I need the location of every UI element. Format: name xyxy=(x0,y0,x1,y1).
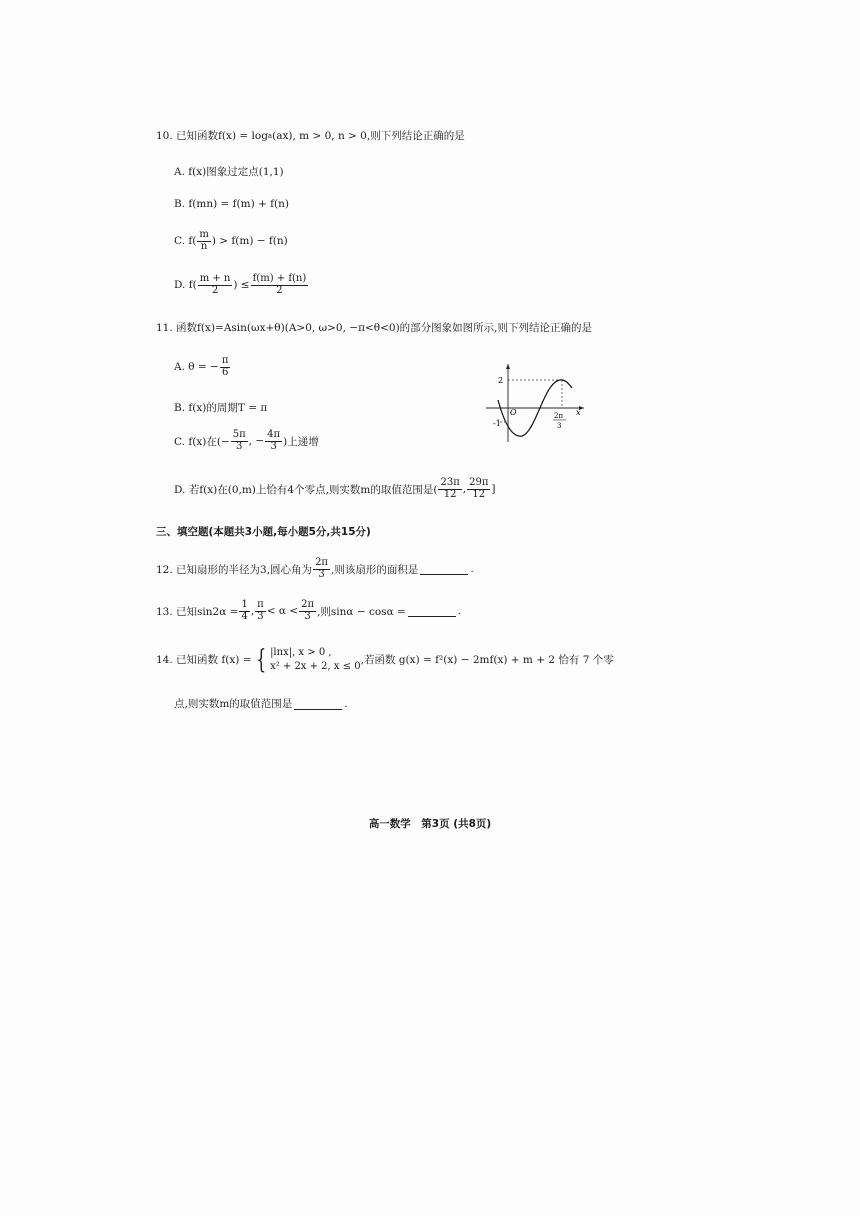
fraction-denominator: 2 xyxy=(276,284,283,296)
q11-option-d xyxy=(174,478,496,500)
section-3-text: 三、填空题(本题共3小题,每小题5分,共15分) xyxy=(156,526,371,538)
q10-option-c-post: ) > f(m) − f(n) xyxy=(211,235,288,247)
q14-case-2: x² + 2x + 2, x ≤ 0 xyxy=(270,660,361,672)
q10-stem-sub: a xyxy=(267,131,273,140)
q12 xyxy=(156,558,474,580)
fraction-denominator: 3 xyxy=(236,440,243,452)
q13-mid1: , xyxy=(250,605,255,617)
q10-option-d-mid: ) ≤ xyxy=(233,279,250,291)
fraction-numerator: 1 xyxy=(241,599,248,610)
q11-option-c-fraction-2 xyxy=(265,430,282,452)
q11-option-a-pre: A. θ = − xyxy=(174,361,219,373)
fraction-denominator: 2 xyxy=(211,284,219,296)
x-axis-label: x xyxy=(576,408,581,417)
q13-pre: 13. 已知sin2α = xyxy=(156,605,239,618)
q14-brace: { xyxy=(255,644,266,675)
fraction-denominator: 12 xyxy=(443,488,457,500)
fraction-numerator: 4π xyxy=(267,429,281,440)
q14-post: ,若函数 g(x) = f²(x) − 2mf(x) + m + 2 恰有 7 个零 xyxy=(360,654,614,666)
q10-option-b-text: B. f(mn) = f(m) + f(n) xyxy=(174,198,290,210)
fraction-numerator: 2π xyxy=(301,599,315,610)
q11-option-c-mid: , − xyxy=(248,435,265,447)
q13-fraction-2 xyxy=(255,600,266,622)
fraction-denominator: 4 xyxy=(241,610,248,622)
q14-piecewise xyxy=(252,646,361,673)
q12-post: ,则该扇形的面积是 xyxy=(331,563,419,576)
q11-stem-text: 11. 函数f(x)=Asin(ωx+θ)(A>0, ω>0, −π<θ<0)的部分图象如图所示,则下列结论正确的是 xyxy=(156,322,593,334)
q10-option-c-pre: C. f( xyxy=(174,235,197,247)
fraction-numerator: 2π xyxy=(315,557,328,568)
q10-stem xyxy=(156,128,465,143)
q10-option-c xyxy=(174,230,288,252)
q11-option-b xyxy=(174,400,267,415)
fraction-numerator: π xyxy=(257,599,264,610)
q10-option-d-pre: D. f( xyxy=(174,279,197,291)
fraction-denominator: n xyxy=(200,240,208,252)
q13-post: ,则sinα − cosα = xyxy=(317,605,406,618)
q10-option-d xyxy=(174,274,309,296)
q12-answer-blank[interactable] xyxy=(420,563,468,575)
q12-fraction xyxy=(313,558,330,580)
fraction-numerator: f(m) + f(n) xyxy=(252,273,307,284)
q10-stem-a: 10. 已知函数 xyxy=(156,130,219,142)
q13 xyxy=(156,600,461,622)
q11-option-d-fraction-2 xyxy=(467,478,490,500)
fraction-denominator: 3 xyxy=(270,440,277,452)
q10-option-a xyxy=(174,164,284,179)
q11-function-graph xyxy=(484,360,588,444)
origin-label: O xyxy=(510,408,517,417)
q10-option-d-fraction-2 xyxy=(251,274,309,296)
y-label-top: 2 xyxy=(498,376,504,385)
q13-answer-blank[interactable] xyxy=(408,605,456,617)
y-label-bottom: -1 xyxy=(493,419,501,428)
x-tick-denominator: 3 xyxy=(557,422,562,430)
q11-option-c-pre: C. f(x)在(− xyxy=(174,435,230,448)
q12-end: . xyxy=(470,563,474,575)
q14-cases xyxy=(270,646,361,673)
fraction-numerator: 23π xyxy=(440,477,460,488)
q13-end: . xyxy=(457,605,462,617)
q11-option-d-pre: D. 若f(x)在(0,m)上恰有4个零点,则实数m的取值范围是( xyxy=(174,483,438,496)
q11-option-a xyxy=(174,356,231,378)
fraction-numerator: 5π xyxy=(232,429,246,440)
q11-option-d-post: ] xyxy=(491,483,496,495)
q14-line-2 xyxy=(174,696,348,711)
fraction-denominator: 3 xyxy=(304,610,311,622)
q10-option-d-fraction-1 xyxy=(198,274,233,296)
q14-case-1: |lnx|, x > 0 , xyxy=(270,647,332,658)
fraction-denominator: 6 xyxy=(221,366,229,378)
q11-option-b-text: B. f(x)的周期T = π xyxy=(174,402,268,414)
q13-fraction-3 xyxy=(299,600,316,622)
fraction-numerator: m xyxy=(199,229,209,240)
q11-option-d-mid: , xyxy=(462,483,467,495)
q13-mid2: < α < xyxy=(266,605,299,617)
q12-pre: 12. 已知扇形的半径为3,圆心角为 xyxy=(156,563,313,576)
q10-option-c-fraction xyxy=(197,230,210,252)
q14-line-1 xyxy=(156,646,614,673)
q10-stem-b: (ax), m > 0, n > 0,则下列结论正确的是 xyxy=(272,130,465,142)
q14-end: . xyxy=(344,697,348,710)
page-footer-text: 高一数学 第3页 (共8页) xyxy=(368,818,492,830)
q11-option-c-post: )上递增 xyxy=(283,435,319,448)
fraction-numerator: 29π xyxy=(469,477,489,488)
q13-fraction-1 xyxy=(239,600,249,622)
q11-option-d-fraction-1 xyxy=(438,478,461,500)
q14-line-2-text: 点,则实数m的取值范围是 xyxy=(174,698,293,710)
q11-option-c-fraction-1 xyxy=(231,430,248,452)
y-axis-arrow xyxy=(506,364,510,369)
fraction-numerator: π xyxy=(221,355,229,366)
q11-option-a-fraction xyxy=(220,356,231,378)
fraction-numerator: m + n xyxy=(199,273,231,284)
x-tick-numerator: 2π xyxy=(554,412,564,420)
q10-option-a-text: A. f(x)图象过定点(1,1) xyxy=(174,166,284,178)
q10-option-b xyxy=(174,198,289,210)
q10-stem-fx: f(x) = log xyxy=(218,129,268,142)
q14-answer-blank[interactable] xyxy=(294,698,342,710)
q11-option-c xyxy=(174,430,319,452)
fraction-denominator: 3 xyxy=(257,610,264,622)
section-3-heading xyxy=(156,524,371,539)
fraction-denominator: 12 xyxy=(472,488,486,500)
page-footer xyxy=(0,816,860,831)
fraction-denominator: 3 xyxy=(318,568,325,580)
q14-pre: 14. 已知函数 f(x) = xyxy=(156,654,252,666)
q11-stem xyxy=(156,320,592,335)
